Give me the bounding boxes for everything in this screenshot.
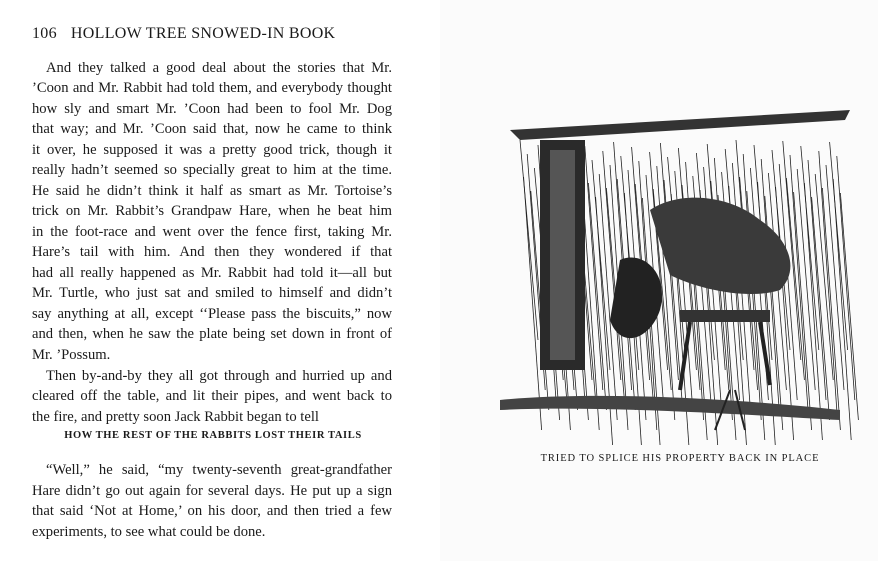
- illustration-rabbit-splicing-tail: [500, 100, 860, 445]
- text-line: really hadn’t seemed so specially great to him at the time.: [32, 162, 392, 178]
- text-line: experiments, to see what could be done.: [32, 524, 266, 540]
- text-line: had all really happened as Mr. Rabbit had told it—all but: [32, 265, 392, 281]
- text-line: Hare didn’t go out again for several days. He put up a sign: [32, 483, 392, 499]
- hatch-stroke: [520, 140, 538, 340]
- text-line: Mr. Turtle, who just sat and smiled to himself and didn’t: [32, 285, 392, 301]
- text-line: cleared off the table, and lit their pipes, and went back to: [32, 388, 392, 404]
- text-line: and then, when he saw the plate being set down in front of: [32, 326, 392, 342]
- text-line: trick on Mr. Rabbit’s Grandpaw Hare, when he beat him: [32, 203, 392, 219]
- text-line: it over, he supposed it was a pretty good trick, though it: [32, 142, 392, 158]
- hatch-stroke: [840, 193, 858, 420]
- text-line: ’Coon and Mr. Rabbit had told them, and everybody thought: [32, 80, 392, 96]
- section-heading: HOW THE REST OF THE RABBITS LOST THEIR TAILS: [64, 430, 362, 441]
- text-line: the fire, and pretty soon Jack Rabbit began to tell: [32, 409, 319, 425]
- running-header: [32, 25, 335, 43]
- text-line: He said he didn’t think it half as smart as Mr. Tortoise’s: [32, 183, 392, 199]
- text-line: Hare’s tail with him. And then they wondered if that: [32, 244, 392, 260]
- text-line: how sly and smart Mr. ’Coon had been to fool Mr. Dog: [32, 101, 392, 117]
- text-line: Mr. ’Possum.: [32, 347, 111, 363]
- text-line: Then by-and-by they all got through and hurried up and: [46, 368, 392, 384]
- page-number: 106: [32, 25, 57, 42]
- text-line: that said ‘Not at Home,’ on his door, and then tried a few: [32, 503, 392, 519]
- text-line: And they talked a good deal about the stories that Mr.: [46, 60, 392, 76]
- text-line: “Well,” he said, “my twenty-seventh great-grandfather: [46, 462, 392, 478]
- text-line: in the foot-race and went over the fence first, taking Mr.: [32, 224, 392, 240]
- illustration-caption: TRIED TO SPLICE HIS PROPERTY BACK IN PLACE: [540, 453, 820, 464]
- running-title: HOLLOW TREE SNOWED-IN BOOK: [70, 25, 336, 42]
- text-line: that way; and Mr. ’Coon said that, now he came to think: [32, 121, 392, 137]
- hatch-stroke: [786, 178, 804, 380]
- text-line: say anything at all, except ‘‘Please pass the biscuits,” now: [32, 306, 392, 322]
